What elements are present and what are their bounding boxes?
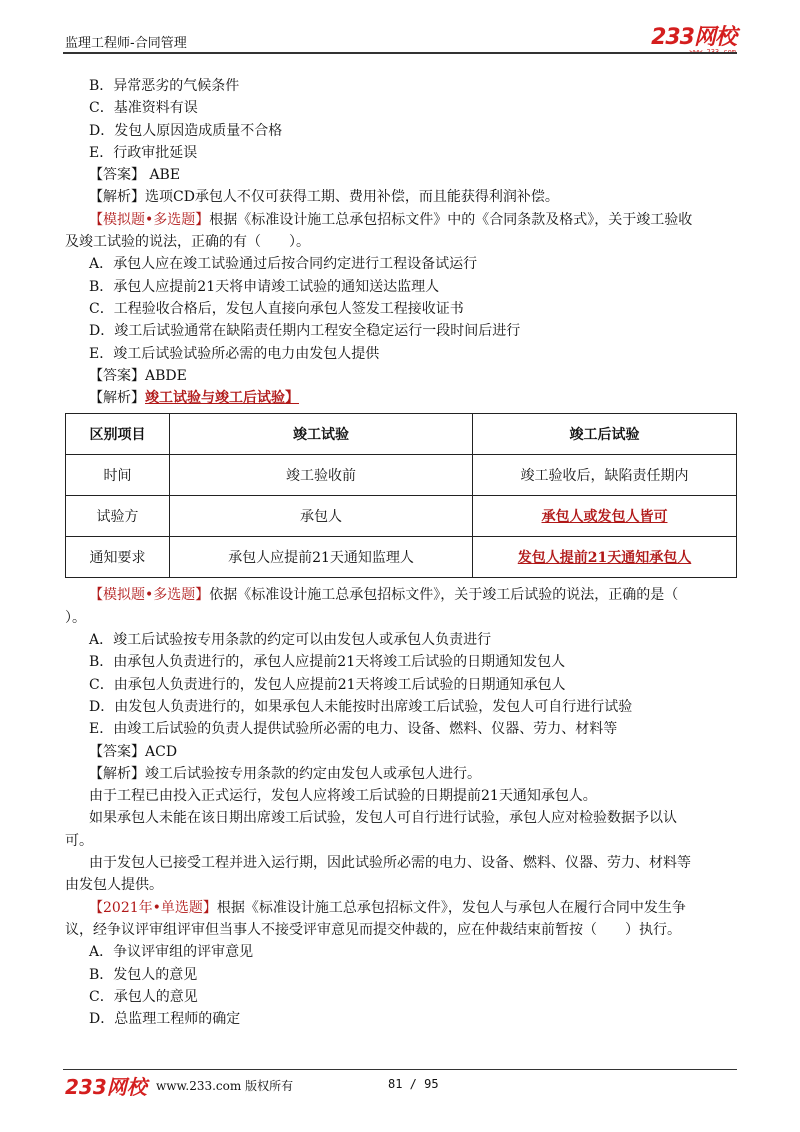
header-divider [63, 52, 737, 54]
option: E．竣工后试验试验所必需的电力由发包人提供 [89, 345, 380, 362]
question-stem-cont: 及竣工试验的说法，正确的有（ ）。 [65, 234, 310, 251]
table-cell: 竣工验收后，缺陷责任期内 [473, 455, 737, 496]
paragraph-cont: 可。 [65, 832, 93, 849]
table-cell: 通知要求 [66, 537, 170, 578]
option: B．发包人的意见 [89, 966, 198, 983]
brand-logo [651, 20, 736, 56]
page-number: 81 / 95 [388, 1077, 439, 1091]
table-header-row [66, 414, 737, 455]
page-content [65, 75, 737, 1030]
option: D．竣工后试验通常在缺陷责任期内工程安全稳定运行一段时间后进行 [89, 323, 521, 340]
option: C．工程验收合格后，发包人直接向承包人签发工程接收证书 [89, 300, 464, 317]
option: C．基准资料有误 [89, 100, 198, 117]
option: A．承包人应在竣工试验通过后按合同约定进行工程设备试运行 [89, 256, 478, 273]
question-tag: 【2021年•单选题】 [89, 899, 217, 916]
question-tag: 【模拟题•多选题】 [89, 587, 210, 604]
table-cell: 承包人应提前21天通知监理人 [170, 537, 473, 578]
option: D．发包人原因造成质量不合格 [89, 122, 283, 139]
table-row [66, 537, 737, 578]
option: C．承包人的意见 [89, 988, 198, 1005]
question-stem-cont: 议，经争议评审组评审但当事人不接受评审意见而提交仲裁的，应在仲裁结束前暂按（ ）执行。 [65, 921, 681, 938]
option: E．行政审批延误 [89, 144, 198, 161]
footer-copyright: www.233.com 版权所有 [156, 1079, 294, 1093]
table-cell: 竣工验收前 [170, 455, 473, 496]
paragraph-cont: 由发包人提供。 [65, 877, 163, 894]
table-cell: 试验方 [66, 496, 170, 537]
table-row [66, 496, 737, 537]
question-stem: 【模拟题•多选题】根据《标准设计施工总承包招标文件》中的《合同条款及格式》，关于竣工验收 [89, 211, 693, 228]
paragraph: 如果承包人未能在该日期出席竣工后试验，发包人可自行进行试验，承包人应对检验数据予以认 [89, 810, 677, 827]
answer: 【答案】 ABE [89, 167, 181, 184]
logo-url: www.233.com [689, 48, 736, 56]
answer: 【答案】ABDE [89, 367, 187, 384]
option: B．异常恶劣的气候条件 [89, 78, 240, 94]
question-stem: 【模拟题•多选题】依据《标准设计施工总承包招标文件》，关于竣工后试验的说法，正确的是（ [89, 587, 679, 604]
table-cell-highlight: 承包人或发包人皆可 [473, 496, 737, 537]
question-stem-cont: ）。 [65, 609, 86, 626]
analysis: 【解析】竣工试验与竣工后试验】 [89, 390, 299, 407]
paragraph: 由于工程已由投入正式运行，发包人应将竣工后试验的日期提前21天通知承包人。 [89, 788, 597, 805]
footer-logo: 233网校 [65, 1075, 147, 1099]
option: D．由发包人负责进行的，如果承包人未能按时出席竣工后试验，发包人可自行进行试验 [89, 698, 633, 715]
question-tag: 【模拟题•多选题】 [89, 211, 210, 228]
analysis-link[interactable]: 竣工试验与竣工后试验】 [145, 390, 299, 407]
table-cell-highlight: 发包人提前21天通知承包人 [473, 537, 737, 578]
option: C．由承包人负责进行的，发包人应提前21天将竣工后试验的日期通知承包人 [89, 676, 566, 693]
option: E．由竣工后试验的负责人提供试验所必需的电力、设备、燃料、仪器、劳力、材料等 [89, 721, 618, 738]
option: A．争议评审组的评审意见 [89, 944, 254, 961]
comparison-table [65, 413, 737, 578]
table-row [66, 455, 737, 496]
table-cell: 时间 [66, 455, 170, 496]
option: B．承包人应提前21天将申请竣工试验的通知送达监理人 [89, 278, 440, 295]
analysis: 【解析】竣工后试验按专用条款的约定由发包人或承包人进行。 [89, 765, 481, 782]
option: D．总监理工程师的确定 [89, 1011, 241, 1028]
answer: 【答案】ACD [89, 743, 178, 760]
question-stem: 【2021年•单选题】根据《标准设计施工总承包招标文件》，发包人与承包人在履行合同中发生争 [89, 899, 686, 916]
footer-divider [63, 1069, 737, 1070]
table-header: 竣工试验 [170, 414, 473, 455]
option: B．由承包人负责进行的，承包人应提前21天将竣工后试验的日期通知发包人 [89, 654, 566, 671]
analysis: 【解析】选项CD承包人不仅可获得工期、费用补偿，而且能获得利润补偿。 [89, 189, 559, 206]
table-header: 竣工后试验 [473, 414, 737, 455]
logo-text: 233网校 [651, 25, 736, 50]
option: A．竣工后试验按专用条款的约定可以由发包人或承包人负责进行 [89, 632, 492, 649]
table-cell: 承包人 [170, 496, 473, 537]
document-title: 监理工程师-合同管理 [65, 36, 187, 51]
paragraph: 由于发包人已接受工程并进入运行期，因此试验所必需的电力、设备、燃料、仪器、劳力、材料等 [89, 855, 691, 872]
table-header: 区别项目 [66, 414, 170, 455]
